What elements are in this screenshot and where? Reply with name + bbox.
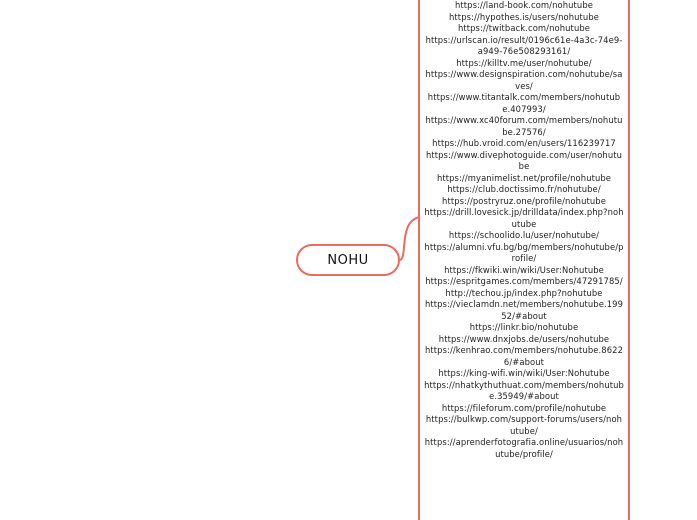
link-item[interactable]: https://fileforum.com/profile/nohutube [441,402,607,413]
link-item[interactable]: https://schoolido.lu/user/nohutube/ [448,230,600,240]
link-item[interactable]: https://nhatkythuthuat.com/members/nohutube.35949/#about [424,379,624,401]
link-item[interactable]: https://espritgames.com/members/47291785/ [425,276,623,286]
link-item[interactable]: https://alumni.vfu.bg/bg/members/nohutube/profile/ [424,241,624,263]
link-item[interactable]: https://www.divephotoguide.com/user/nohutube [425,149,623,171]
link-item[interactable]: https://twitback.com/nohutube [457,23,591,33]
link-item[interactable]: https://urlscan.io/result/0196c61e-4a3c-74e9-a949-76e508293161/ [425,34,623,56]
links-subtopic-box[interactable] [418,0,630,520]
link-item[interactable]: https://drill.lovesick.jp/drilldata/index.php?nohutube [424,207,624,229]
link-item[interactable]: https://linkr.bio/nohutube [469,322,579,332]
link-item[interactable]: https://hub.vroid.com/en/users/116239717 [432,138,616,148]
link-item[interactable]: https://aprenderfotografia.online/usuarios/nohutube/profile/ [424,437,624,459]
link-item[interactable]: https://www.xc40forum.com/members/nohutube.27576/ [425,115,623,137]
link-item[interactable]: https://land-book.com/nohutube [454,0,594,10]
link-item[interactable]: https://www.designspiration.com/nohutube/saves/ [425,69,623,91]
link-item[interactable]: https://bulkwp.com/support-forums/users/nohutube/ [425,414,623,436]
central-topic-node[interactable] [296,244,400,276]
link-item[interactable]: http://techou.jp/index.php?nohutube [445,287,603,298]
link-item[interactable]: https://www.dnxjobs.de/users/nohutube [438,333,610,344]
link-item[interactable]: https://postryruz.one/profile/nohutube [442,195,606,206]
link-item[interactable]: https://king-wifi.win/wiki/User:Nohutube [438,368,610,378]
link-item[interactable]: https://fkwiki.win/wiki/User:Nohutube [444,264,604,275]
link-item[interactable]: https://kenhrao.com/members/nohutube.86226/#about [424,345,623,367]
link-item[interactable]: https://hypothes.is/users/nohutube [449,11,599,22]
link-item[interactable]: https://myanimelist.net/profile/nohutube [436,172,612,183]
branch-line [400,217,420,260]
central-topic-label: NOHU [327,252,369,268]
link-item[interactable]: https://vieclamdn.net/members/nohutube.19952/#about [424,299,624,321]
link-item[interactable]: https://club.doctissimo.fr/nohutube/ [447,184,601,194]
link-item[interactable]: https://www.titantalk.com/members/nohutube.407993/ [427,92,621,114]
link-item[interactable]: https://killtv.me/user/nohutube/ [456,57,592,68]
